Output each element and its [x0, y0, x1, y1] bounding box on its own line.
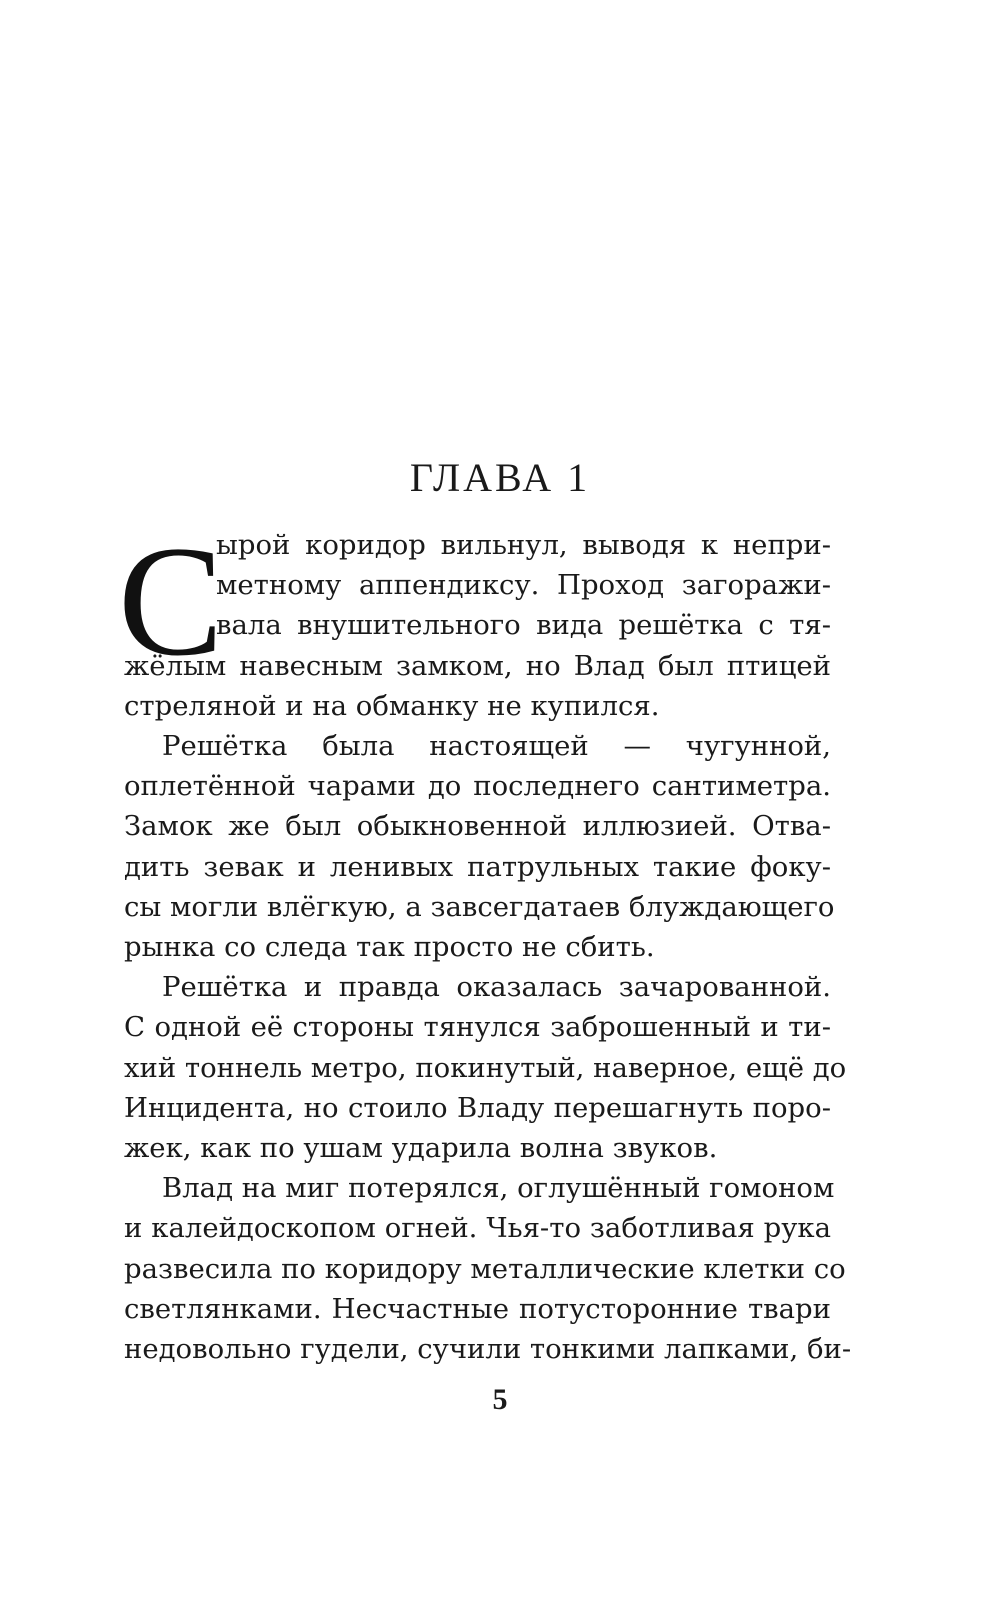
text-line: Замок же был обыкновенной иллюзией. Отва-: [124, 810, 831, 843]
paragraph-1: [118, 514, 831, 726]
text-line: дить зевак и ленивых патрульных такие фоку-: [124, 850, 831, 883]
text-line: недовольно гудели, сучили тонкими лапками, би-: [124, 1333, 852, 1366]
text-line: развесила по коридору металлические клетки со: [124, 1252, 846, 1285]
text-line: и калейдоскопом огней. Чья-то заботливая рука: [124, 1212, 831, 1245]
text-line: Инцидента, но стоило Владу перешагнуть поро-: [124, 1091, 831, 1124]
text-line: хий тоннель метро, покинутый, наверное, ещё до: [124, 1051, 847, 1084]
text-line: светлянками. Несчастные потусторонние твари: [124, 1292, 831, 1325]
text-line: Решётка была настоящей — чугунной,: [162, 730, 831, 763]
paragraph-3: [124, 967, 847, 1168]
text-line: рынка со следа так просто не сбить.: [124, 931, 655, 964]
text-line: стреляной и на обманку не купился.: [124, 689, 660, 722]
text-line: сы могли влёгкую, а завсегдатаев блуждающего: [124, 890, 835, 923]
paragraph-4: [124, 1168, 852, 1369]
text-line: С одной её стороны тянулся заброшенный и ти-: [124, 1011, 831, 1044]
chapter-title: ГЛАВА 1: [409, 455, 591, 500]
text-line: ырой коридор вильнул, выводя к непри-: [216, 529, 831, 561]
paragraph-2: [124, 726, 835, 967]
text-line: жек, как по ушам ударила волна звуков.: [124, 1132, 718, 1165]
body-text: [118, 514, 852, 1369]
text-line: Решётка и правда оказалась зачарованной.: [162, 971, 831, 1004]
drop-cap-letter: С: [118, 514, 224, 689]
text-line: вала внушительного вида решётка с тя-: [216, 609, 831, 642]
text-line: метному аппендиксу. Проход загоражи-: [216, 569, 831, 602]
page-number: 5: [492, 1383, 508, 1416]
text-line: оплетённой чарами до последнего сантиметра.: [124, 770, 831, 803]
text-line: Влад на миг потерялся, оглушённый гомоном: [162, 1172, 835, 1205]
text-line: жёлым навесным замком, но Влад был птицей: [124, 649, 831, 682]
